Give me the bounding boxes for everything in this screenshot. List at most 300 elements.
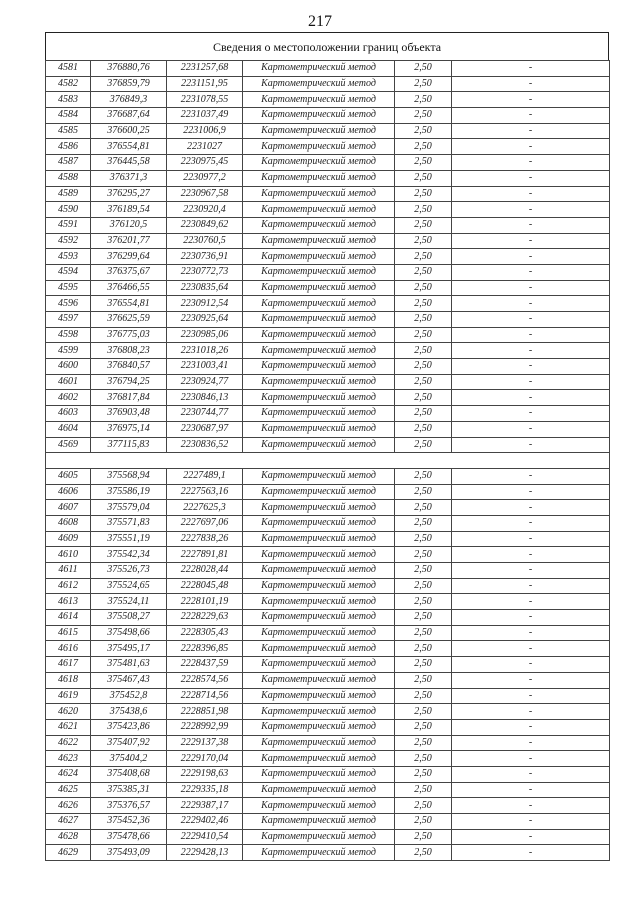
boundary-document: [45, 32, 609, 861]
precision-cell: 2,50: [395, 186, 452, 202]
x-coordinate: 375495,17: [91, 641, 167, 657]
x-coordinate: 376625,59: [91, 312, 167, 328]
note-cell: -: [452, 814, 610, 830]
point-number: 4615: [46, 625, 91, 641]
y-coordinate: 2230736,91: [167, 249, 243, 265]
precision-cell: 2,50: [395, 798, 452, 814]
precision-cell: 2,50: [395, 92, 452, 108]
method-cell: Картометрический метод: [243, 155, 395, 171]
method-cell: Картометрический метод: [243, 76, 395, 92]
y-coordinate: 2231018,26: [167, 343, 243, 359]
method-cell: Картометрический метод: [243, 641, 395, 657]
x-coordinate: 376371,3: [91, 170, 167, 186]
y-coordinate: 2228992,99: [167, 719, 243, 735]
precision-cell: 2,50: [395, 468, 452, 484]
method-cell: Картометрический метод: [243, 280, 395, 296]
table-row: [46, 704, 610, 720]
point-number: 4619: [46, 688, 91, 704]
table-row: [46, 170, 610, 186]
precision-cell: 2,50: [395, 359, 452, 375]
point-number: 4614: [46, 610, 91, 626]
method-cell: Картометрический метод: [243, 578, 395, 594]
method-cell: Картометрический метод: [243, 814, 395, 830]
point-number: 4600: [46, 359, 91, 375]
point-number: 4613: [46, 594, 91, 610]
note-cell: -: [452, 155, 610, 171]
table-row: [46, 594, 610, 610]
y-coordinate: 2229428,13: [167, 845, 243, 861]
y-coordinate: 2229198,63: [167, 766, 243, 782]
x-coordinate: 375376,57: [91, 798, 167, 814]
x-coordinate: 375481,63: [91, 657, 167, 673]
x-coordinate: 375408,68: [91, 766, 167, 782]
note-cell: -: [452, 327, 610, 343]
y-coordinate: 2230835,64: [167, 280, 243, 296]
x-coordinate: 376201,77: [91, 233, 167, 249]
x-coordinate: 376849,3: [91, 92, 167, 108]
method-cell: Картометрический метод: [243, 186, 395, 202]
empty-cell: [452, 453, 610, 469]
method-cell: Картометрический метод: [243, 735, 395, 751]
table-body: [46, 61, 610, 861]
precision-cell: 2,50: [395, 688, 452, 704]
precision-cell: 2,50: [395, 657, 452, 673]
point-number: 4608: [46, 515, 91, 531]
table-title: Сведения о местоположении границ объекта: [45, 32, 609, 60]
y-coordinate: 2230975,45: [167, 155, 243, 171]
precision-cell: 2,50: [395, 139, 452, 155]
y-coordinate: 2230836,52: [167, 437, 243, 453]
precision-cell: 2,50: [395, 578, 452, 594]
point-number: 4583: [46, 92, 91, 108]
precision-cell: 2,50: [395, 155, 452, 171]
point-number: 4587: [46, 155, 91, 171]
x-coordinate: 375404,2: [91, 751, 167, 767]
note-cell: -: [452, 343, 610, 359]
precision-cell: 2,50: [395, 264, 452, 280]
note-cell: -: [452, 657, 610, 673]
x-coordinate: 375586,19: [91, 484, 167, 500]
precision-cell: 2,50: [395, 280, 452, 296]
point-number: 4601: [46, 374, 91, 390]
note-cell: -: [452, 202, 610, 218]
method-cell: Картометрический метод: [243, 139, 395, 155]
note-cell: -: [452, 421, 610, 437]
precision-cell: 2,50: [395, 814, 452, 830]
precision-cell: 2,50: [395, 625, 452, 641]
point-number: 4592: [46, 233, 91, 249]
x-coordinate: 376775,03: [91, 327, 167, 343]
x-coordinate: 376859,79: [91, 76, 167, 92]
y-coordinate: 2228396,85: [167, 641, 243, 657]
x-coordinate: 376295,27: [91, 186, 167, 202]
x-coordinate: 375478,66: [91, 829, 167, 845]
y-coordinate: 2230687,97: [167, 421, 243, 437]
method-cell: Картометрический метод: [243, 719, 395, 735]
y-coordinate: 2229335,18: [167, 782, 243, 798]
note-cell: -: [452, 280, 610, 296]
note-cell: -: [452, 76, 610, 92]
note-cell: -: [452, 672, 610, 688]
y-coordinate: 2230925,64: [167, 312, 243, 328]
point-number: 4596: [46, 296, 91, 312]
y-coordinate: 2231037,49: [167, 108, 243, 124]
point-number: 4581: [46, 61, 91, 77]
method-cell: Картометрический метод: [243, 704, 395, 720]
note-cell: -: [452, 688, 610, 704]
note-cell: -: [452, 751, 610, 767]
x-coordinate: 375551,19: [91, 531, 167, 547]
point-number: 4584: [46, 108, 91, 124]
x-coordinate: 376808,23: [91, 343, 167, 359]
x-coordinate: 376554,81: [91, 296, 167, 312]
note-cell: -: [452, 766, 610, 782]
x-coordinate: 377115,83: [91, 437, 167, 453]
note-cell: -: [452, 798, 610, 814]
table-row: [46, 845, 610, 861]
point-number: 4591: [46, 217, 91, 233]
y-coordinate: 2228574,56: [167, 672, 243, 688]
x-coordinate: 376299,64: [91, 249, 167, 265]
point-number: 4588: [46, 170, 91, 186]
y-coordinate: 2230760,5: [167, 233, 243, 249]
method-cell: Картометрический метод: [243, 233, 395, 249]
note-cell: -: [452, 515, 610, 531]
table-row: [46, 202, 610, 218]
y-coordinate: 2230846,13: [167, 390, 243, 406]
point-number: 4624: [46, 766, 91, 782]
point-number: 4604: [46, 421, 91, 437]
table-row: [46, 468, 610, 484]
y-coordinate: 2227625,3: [167, 500, 243, 516]
boundary-coordinates-table: [45, 60, 610, 861]
point-number: 4618: [46, 672, 91, 688]
y-coordinate: 2228851,98: [167, 704, 243, 720]
table-row: [46, 657, 610, 673]
x-coordinate: 376817,84: [91, 390, 167, 406]
method-cell: Картометрический метод: [243, 500, 395, 516]
method-cell: Картометрический метод: [243, 610, 395, 626]
note-cell: -: [452, 61, 610, 77]
group-separator-row: [46, 453, 610, 469]
precision-cell: 2,50: [395, 421, 452, 437]
x-coordinate: 376375,67: [91, 264, 167, 280]
point-number: 4605: [46, 468, 91, 484]
note-cell: -: [452, 531, 610, 547]
precision-cell: 2,50: [395, 547, 452, 563]
point-number: 4598: [46, 327, 91, 343]
method-cell: Картометрический метод: [243, 484, 395, 500]
y-coordinate: 2230912,54: [167, 296, 243, 312]
precision-cell: 2,50: [395, 390, 452, 406]
method-cell: Картометрический метод: [243, 170, 395, 186]
precision-cell: 2,50: [395, 437, 452, 453]
x-coordinate: 375568,94: [91, 468, 167, 484]
table-row: [46, 672, 610, 688]
x-coordinate: 376600,25: [91, 123, 167, 139]
table-row: [46, 751, 610, 767]
method-cell: Картометрический метод: [243, 437, 395, 453]
precision-cell: 2,50: [395, 406, 452, 422]
empty-cell: [46, 453, 91, 469]
method-cell: Картометрический метод: [243, 563, 395, 579]
table-row: [46, 688, 610, 704]
point-number: 4627: [46, 814, 91, 830]
x-coordinate: 376120,5: [91, 217, 167, 233]
table-row: [46, 500, 610, 516]
y-coordinate: 2227891,81: [167, 547, 243, 563]
table-row: [46, 484, 610, 500]
note-cell: -: [452, 359, 610, 375]
table-row: [46, 139, 610, 155]
note-cell: -: [452, 233, 610, 249]
note-cell: -: [452, 390, 610, 406]
table-row: [46, 782, 610, 798]
precision-cell: 2,50: [395, 719, 452, 735]
y-coordinate: 2227838,26: [167, 531, 243, 547]
point-number: 4629: [46, 845, 91, 861]
method-cell: Картометрический метод: [243, 327, 395, 343]
table-row: [46, 280, 610, 296]
method-cell: Картометрический метод: [243, 359, 395, 375]
method-cell: Картометрический метод: [243, 217, 395, 233]
method-cell: Картометрический метод: [243, 625, 395, 641]
y-coordinate: 2230967,58: [167, 186, 243, 202]
precision-cell: 2,50: [395, 327, 452, 343]
table-row: [46, 531, 610, 547]
y-coordinate: 2229387,17: [167, 798, 243, 814]
empty-cell: [395, 453, 452, 469]
precision-cell: 2,50: [395, 217, 452, 233]
precision-cell: 2,50: [395, 312, 452, 328]
note-cell: -: [452, 406, 610, 422]
point-number: 4625: [46, 782, 91, 798]
method-cell: Картометрический метод: [243, 594, 395, 610]
method-cell: Картометрический метод: [243, 657, 395, 673]
method-cell: Картометрический метод: [243, 406, 395, 422]
point-number: 4617: [46, 657, 91, 673]
y-coordinate: 2227489,1: [167, 468, 243, 484]
empty-cell: [243, 453, 395, 469]
method-cell: Картометрический метод: [243, 688, 395, 704]
point-number: 4628: [46, 829, 91, 845]
precision-cell: 2,50: [395, 249, 452, 265]
x-coordinate: 376794,25: [91, 374, 167, 390]
note-cell: -: [452, 735, 610, 751]
table-row: [46, 249, 610, 265]
x-coordinate: 376840,57: [91, 359, 167, 375]
method-cell: Картометрический метод: [243, 123, 395, 139]
precision-cell: 2,50: [395, 672, 452, 688]
table-row: [46, 296, 610, 312]
note-cell: -: [452, 374, 610, 390]
method-cell: Картометрический метод: [243, 766, 395, 782]
table-row: [46, 625, 610, 641]
table-row: [46, 437, 610, 453]
table-row: [46, 578, 610, 594]
precision-cell: 2,50: [395, 594, 452, 610]
x-coordinate: 375407,92: [91, 735, 167, 751]
method-cell: Картометрический метод: [243, 108, 395, 124]
precision-cell: 2,50: [395, 610, 452, 626]
y-coordinate: 2231027: [167, 139, 243, 155]
precision-cell: 2,50: [395, 782, 452, 798]
point-number: 4593: [46, 249, 91, 265]
point-number: 4582: [46, 76, 91, 92]
method-cell: Картометрический метод: [243, 249, 395, 265]
table-row: [46, 76, 610, 92]
y-coordinate: 2228028,44: [167, 563, 243, 579]
page-number: 217: [308, 13, 332, 30]
point-number: 4594: [46, 264, 91, 280]
y-coordinate: 2230977,2: [167, 170, 243, 186]
note-cell: -: [452, 782, 610, 798]
method-cell: Картометрический метод: [243, 845, 395, 861]
y-coordinate: 2228045,48: [167, 578, 243, 594]
method-cell: Картометрический метод: [243, 751, 395, 767]
x-coordinate: 375423,86: [91, 719, 167, 735]
method-cell: Картометрический метод: [243, 468, 395, 484]
table-row: [46, 641, 610, 657]
point-number: 4606: [46, 484, 91, 500]
table-row: [46, 798, 610, 814]
table-row: [46, 155, 610, 171]
y-coordinate: 2230744,77: [167, 406, 243, 422]
note-cell: -: [452, 547, 610, 563]
precision-cell: 2,50: [395, 202, 452, 218]
note-cell: -: [452, 500, 610, 516]
empty-cell: [167, 453, 243, 469]
method-cell: Картометрический метод: [243, 61, 395, 77]
x-coordinate: 375542,34: [91, 547, 167, 563]
y-coordinate: 2231151,95: [167, 76, 243, 92]
table-row: [46, 390, 610, 406]
point-number: 4569: [46, 437, 91, 453]
table-row: [46, 610, 610, 626]
table-row: [46, 563, 610, 579]
precision-cell: 2,50: [395, 374, 452, 390]
y-coordinate: 2228101,19: [167, 594, 243, 610]
table-row: [46, 359, 610, 375]
note-cell: -: [452, 170, 610, 186]
point-number: 4609: [46, 531, 91, 547]
precision-cell: 2,50: [395, 123, 452, 139]
note-cell: -: [452, 719, 610, 735]
point-number: 4616: [46, 641, 91, 657]
precision-cell: 2,50: [395, 170, 452, 186]
x-coordinate: 376687,64: [91, 108, 167, 124]
x-coordinate: 376554,81: [91, 139, 167, 155]
note-cell: -: [452, 594, 610, 610]
note-cell: -: [452, 217, 610, 233]
y-coordinate: 2228714,56: [167, 688, 243, 704]
table-row: [46, 327, 610, 343]
precision-cell: 2,50: [395, 233, 452, 249]
point-number: 4626: [46, 798, 91, 814]
note-cell: -: [452, 484, 610, 500]
x-coordinate: 376189,54: [91, 202, 167, 218]
precision-cell: 2,50: [395, 845, 452, 861]
method-cell: Картометрический метод: [243, 374, 395, 390]
y-coordinate: 2228305,43: [167, 625, 243, 641]
table-row: [46, 217, 610, 233]
y-coordinate: 2230849,62: [167, 217, 243, 233]
precision-cell: 2,50: [395, 531, 452, 547]
point-number: 4603: [46, 406, 91, 422]
point-number: 4620: [46, 704, 91, 720]
note-cell: -: [452, 123, 610, 139]
table-row: [46, 61, 610, 77]
table-row: [46, 547, 610, 563]
y-coordinate: 2231257,68: [167, 61, 243, 77]
point-number: 4590: [46, 202, 91, 218]
note-cell: -: [452, 610, 610, 626]
y-coordinate: 2228229,63: [167, 610, 243, 626]
point-number: 4611: [46, 563, 91, 579]
point-number: 4610: [46, 547, 91, 563]
y-coordinate: 2230772,73: [167, 264, 243, 280]
y-coordinate: 2228437,59: [167, 657, 243, 673]
method-cell: Картометрический метод: [243, 264, 395, 280]
method-cell: Картометрический метод: [243, 798, 395, 814]
table-row: [46, 421, 610, 437]
precision-cell: 2,50: [395, 484, 452, 500]
method-cell: Картометрический метод: [243, 421, 395, 437]
method-cell: Картометрический метод: [243, 515, 395, 531]
point-number: 4602: [46, 390, 91, 406]
table-row: [46, 829, 610, 845]
y-coordinate: 2231003,41: [167, 359, 243, 375]
empty-cell: [91, 453, 167, 469]
note-cell: -: [452, 845, 610, 861]
method-cell: Картометрический метод: [243, 829, 395, 845]
note-cell: -: [452, 704, 610, 720]
method-cell: Картометрический метод: [243, 782, 395, 798]
note-cell: -: [452, 296, 610, 312]
note-cell: -: [452, 578, 610, 594]
method-cell: Картометрический метод: [243, 531, 395, 547]
x-coordinate: 376880,76: [91, 61, 167, 77]
y-coordinate: 2229170,04: [167, 751, 243, 767]
precision-cell: 2,50: [395, 296, 452, 312]
x-coordinate: 375508,27: [91, 610, 167, 626]
x-coordinate: 376466,55: [91, 280, 167, 296]
precision-cell: 2,50: [395, 766, 452, 782]
precision-cell: 2,50: [395, 343, 452, 359]
method-cell: Картометрический метод: [243, 343, 395, 359]
point-number: 4607: [46, 500, 91, 516]
y-coordinate: 2230985,06: [167, 327, 243, 343]
table-row: [46, 108, 610, 124]
method-cell: Картометрический метод: [243, 390, 395, 406]
y-coordinate: 2230920,4: [167, 202, 243, 218]
method-cell: Картометрический метод: [243, 296, 395, 312]
note-cell: -: [452, 563, 610, 579]
x-coordinate: 375524,11: [91, 594, 167, 610]
table-row: [46, 515, 610, 531]
precision-cell: 2,50: [395, 704, 452, 720]
y-coordinate: 2231006,9: [167, 123, 243, 139]
table-row: [46, 374, 610, 390]
point-number: 4589: [46, 186, 91, 202]
note-cell: -: [452, 186, 610, 202]
x-coordinate: 375498,66: [91, 625, 167, 641]
x-coordinate: 375526,73: [91, 563, 167, 579]
table-row: [46, 766, 610, 782]
y-coordinate: 2227563,16: [167, 484, 243, 500]
table-row: [46, 814, 610, 830]
y-coordinate: 2227697,06: [167, 515, 243, 531]
